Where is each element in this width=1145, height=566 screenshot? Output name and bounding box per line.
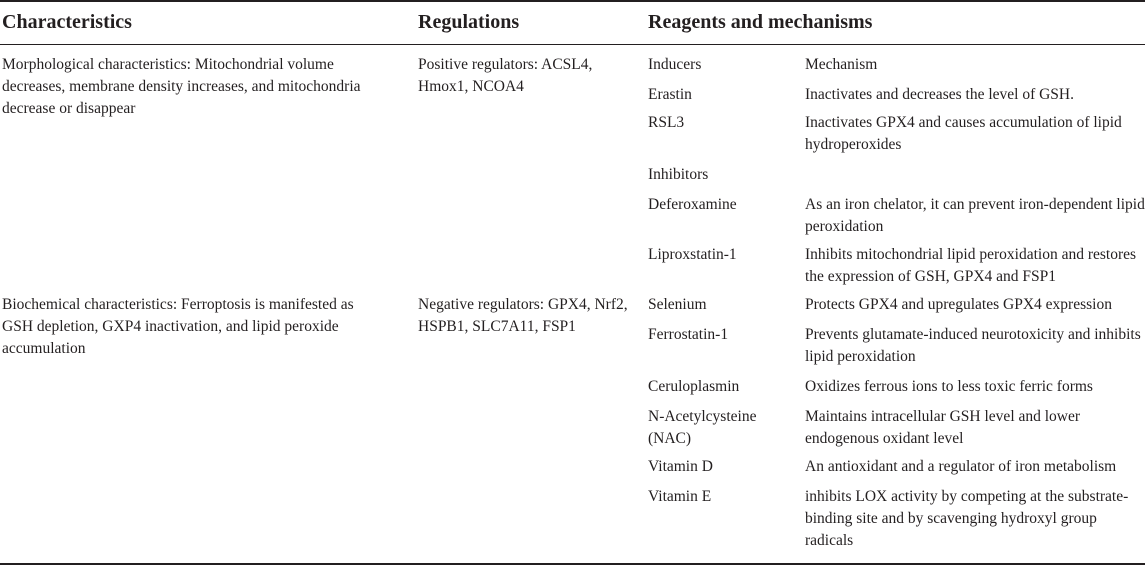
reagent-name: RSL3 (648, 114, 685, 131)
positive-regulators: Positive regulators: ACSL4, Hmox1, NCOA4 (418, 56, 593, 95)
reagent-mechanism: Inhibits mitochondrial lipid peroxidation and restores the expression of GSH, GPX4 and FSP1 (805, 246, 1137, 285)
reagent-name: Vitamin D (648, 458, 713, 475)
negative-regulators: Negative regulators: GPX4, Nrf2, HSPB1, SLC7A11, FSP1 (418, 296, 628, 335)
header-reagents: Reagents and mechanisms (648, 11, 873, 33)
reagent-mechanism: Oxidizes ferrous ions to less toxic ferric forms (805, 378, 1093, 395)
reagent-mechanism: Prevents glutamate-induced neurotoxicity and inhibits lipid peroxidation (805, 326, 1141, 365)
reagent-mechanism: As an iron chelator, it can prevent iron-dependent lipid peroxidation (805, 196, 1145, 235)
reagent-mechanism: An antioxidant and a regulator of iron metabolism (805, 458, 1117, 475)
reagent-name: Selenium (648, 296, 707, 313)
reagent-name: Vitamin E (648, 488, 712, 505)
reagent-name: Deferoxamine (648, 196, 737, 213)
table-bottom-rule (0, 563, 1145, 565)
reagent-mechanism: Maintains intracellular GSH level and lower endogenous oxidant level (805, 408, 1081, 447)
header-rule (0, 44, 1145, 45)
reagent-name: N-Acetylcysteine (NAC) (648, 408, 757, 447)
reagent-name: Ferrostatin-1 (648, 326, 729, 343)
reagent-mechanism: Inactivates and decreases the level of GSH. (805, 86, 1074, 103)
reagent-name: Inhibitors (648, 166, 709, 183)
reagent-name: Liproxstatin-1 (648, 246, 737, 263)
morphological-characteristics: Morphological characteristics: Mitochondrial volume decreases, membrane density increases, and mitochondria decrease or disappear (2, 56, 361, 117)
reagent-mechanism: Mechanism (805, 56, 878, 73)
biochemical-characteristics: Biochemical characteristics: Ferroptosis is manifested as GSH depletion, GXP4 inactivation, and lipid peroxide accumulation (2, 296, 354, 357)
reagent-name: Inducers (648, 56, 702, 73)
reagent-name: Erastin (648, 86, 692, 103)
reagent-mechanism: Inactivates GPX4 and causes accumulation of lipid hydroperoxides (805, 114, 1122, 153)
table-top-rule (0, 0, 1145, 2)
header-characteristics: Characteristics (2, 11, 132, 33)
header-regulations: Regulations (418, 11, 520, 33)
reagent-mechanism: Protects GPX4 and upregulates GPX4 expression (805, 296, 1112, 313)
reagent-mechanism: inhibits LOX activity by competing at the substrate-binding site and by scavenging hydroxyl group radicals (805, 488, 1129, 549)
reagent-name: Ceruloplasmin (648, 378, 740, 395)
